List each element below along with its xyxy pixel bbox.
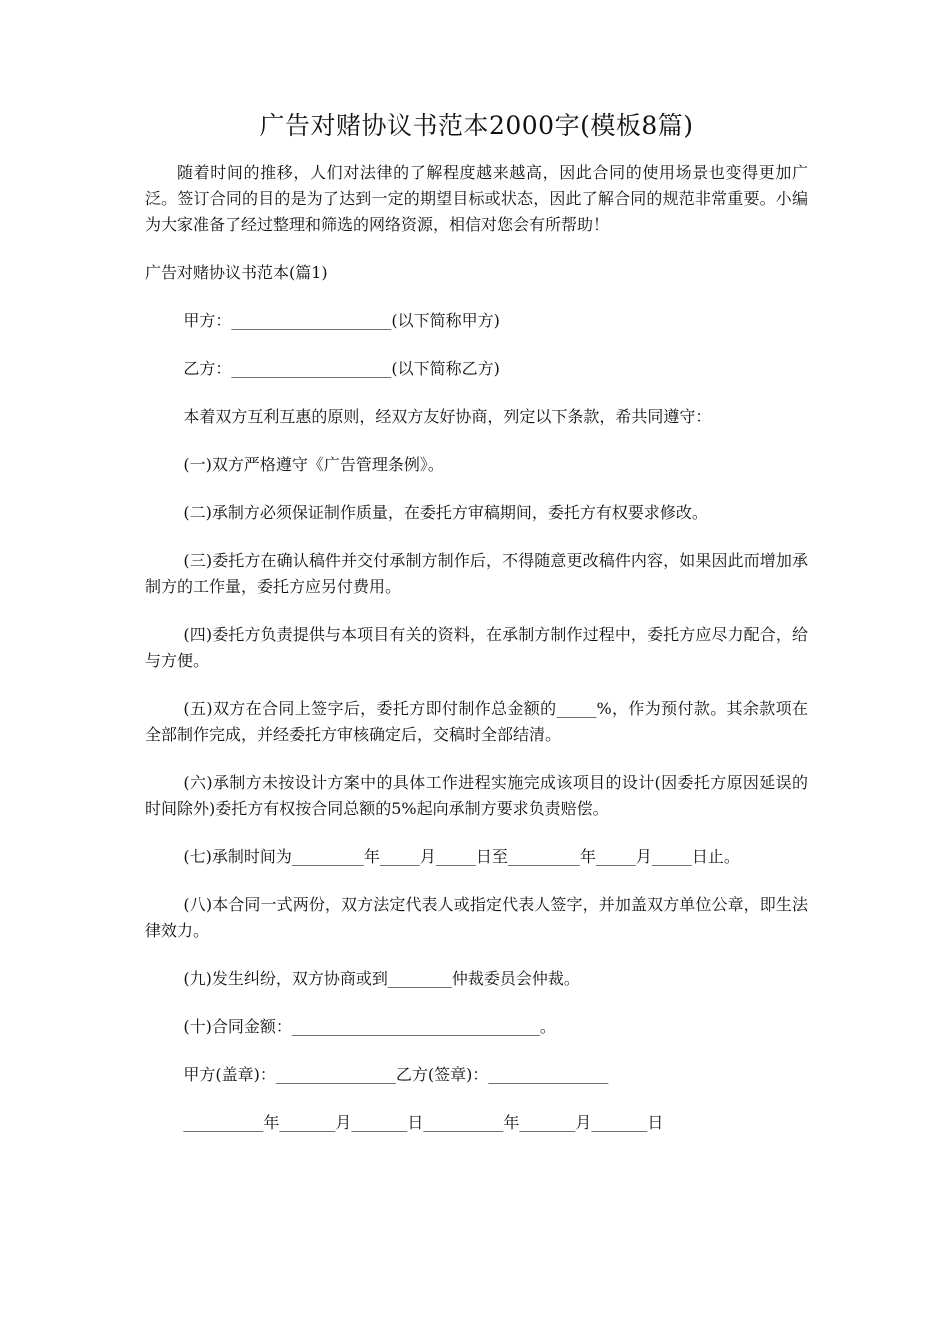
clause-10: (十)合同金额：_______________________________。 xyxy=(183,1017,556,1036)
date-line: __________年_______月_______日__________年_______月_______日 xyxy=(183,1113,664,1132)
clause-4: (四)委托方负责提供与本项目有关的资料，在承制方制作过程中，委托方应尽力配合，给与方便。 xyxy=(145,625,808,670)
party-b-line: 乙方：____________________(以下简称乙方) xyxy=(183,359,500,378)
clause-1: (一)双方严格遵守《广告管理条例》。 xyxy=(183,455,444,474)
preamble-paragraph: 本着双方互利互惠的原则，经双方友好协商，列定以下条款，希共同遵守： xyxy=(183,407,712,426)
clause-9: (九)发生纠纷，双方协商或到________仲裁委员会仲裁。 xyxy=(183,969,580,988)
party-a-line: 甲方：____________________(以下简称甲方) xyxy=(183,311,500,330)
clause-7: (七)承制时间为_________年_____月_____日至_________年_____月_____日止。 xyxy=(183,847,740,866)
clause-8: (八)本合同一式两份，双方法定代表人或指定代表人签字，并加盖双方单位公章，即生法律效力。 xyxy=(145,895,808,940)
document-title: 广告对赌协议书范本2000字(模板8篇) xyxy=(259,111,694,140)
signature-line: 甲方(盖章)：_______________乙方(签章)：_______________ xyxy=(183,1065,609,1084)
clause-3: (三)委托方在确认稿件并交付承制方制作后，不得随意更改稿件内容，如果因此而增加承制方的工作量，委托方应另付费用。 xyxy=(145,551,808,596)
intro-paragraph: 随着时间的推移，人们对法律的了解程度越来越高，因此合同的使用场景也变得更加广泛。签订合同的目的是为了达到一定的期望目标或状态，因此了解合同的规范非常重要。小编为大家准备了经过整理和筛选的网络资源，相信对您会有所帮助！ xyxy=(145,163,808,234)
clause-2: (二)承制方必须保证制作质量，在委托方审稿期间，委托方有权要求修改。 xyxy=(183,503,708,522)
clause-6: (六)承制方未按设计方案中的具体工作进程实施完成该项目的设计(因委托方原因延误的时间除外)委托方有权按合同总额的5%起向承制方要求负责赔偿。 xyxy=(145,773,808,818)
clause-5: (五)双方在合同上签字后，委托方即付制作总金额的_____%，作为预付款。其余款项在全部制作完成，并经委托方审核确定后，交稿时全部结清。 xyxy=(145,699,808,744)
section-heading: 广告对赌协议书范本(篇1) xyxy=(145,263,328,282)
